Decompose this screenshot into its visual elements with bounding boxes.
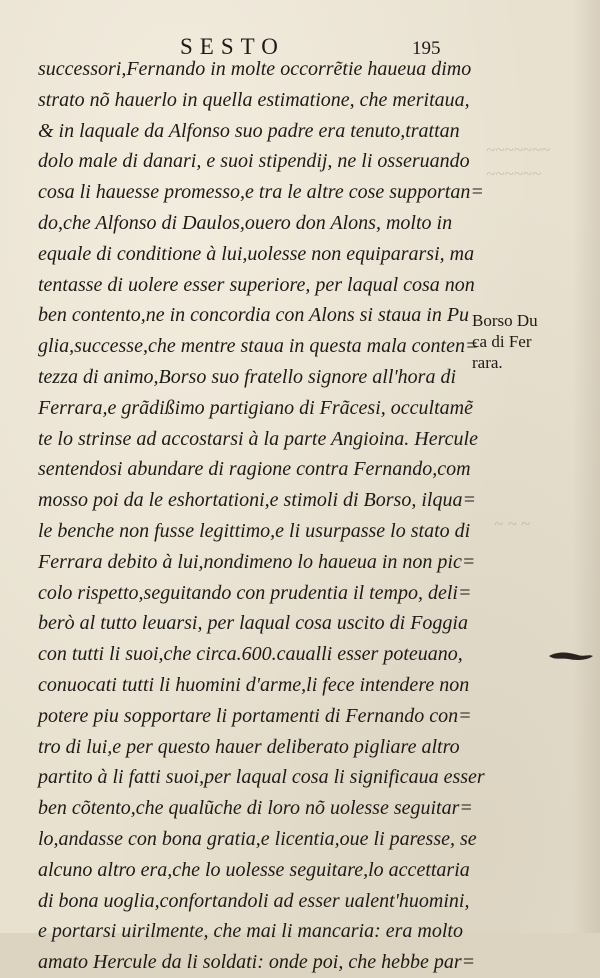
text-line: & in laquale da Alfonso suo padre era tenuto,trattan — [38, 119, 460, 142]
text-line: dolo male di danari, e suoi stipendij, ne li osseruando — [38, 150, 470, 173]
running-head: SESTO — [180, 34, 285, 59]
text-line: strato nõ hauerlo in quella estimatione, che meritaua, — [38, 88, 470, 111]
text-line: colo rispetto,seguitando con prudentia il tempo, deli= — [38, 581, 472, 604]
text-line: le benche non fusse legittimo,e li usurpasse lo stato di — [38, 519, 471, 542]
text-line: Ferrara,e grãdißimo partigiano di Frãcesi, occultamẽ — [38, 396, 473, 419]
text-line: mosso poi da le eshortationi,e stimoli di Borso, ilqua= — [38, 489, 476, 512]
text-line: conuocati tutti li huomini d'arme,li fece intendere non — [38, 673, 470, 696]
text-line: successori,Fernando in molte occorrẽtie haueua dimo — [38, 58, 472, 80]
text-line: lo,andasse con bona gratia,e licentia,oue li paresse, se — [38, 827, 477, 850]
text-line: partito à li fatti suoi,per laqual cosa li significaua esser — [38, 766, 485, 789]
text-line: tentasse di uolere esser superiore, per laqual cosa non — [38, 273, 475, 296]
text-line: ben contento,ne in concordia con Alons si staua in Pu — [38, 304, 470, 327]
text-line: ben cõtento,che qualũche di loro nõ uolesse seguitar= — [38, 797, 473, 820]
text-line: cosa li hauesse promesso,e tra le altre cose supportan= — [38, 181, 484, 204]
text-line: tro di lui,e per questo hauer deliberato pigliare altro — [38, 735, 460, 758]
body-text — [38, 54, 485, 978]
ink-smudge — [548, 648, 594, 664]
text-line: alcuno altro era,che lo uolesse seguitare,lo accettaria — [38, 858, 470, 881]
text-line: tezza di animo,Borso suo fratello signore all'hora di — [38, 365, 456, 388]
bleed-through-text: ~ ~ ~ — [494, 514, 531, 533]
text-line: berò al tutto leuarsi, per laqual cosa uscito di Foggia — [38, 612, 468, 635]
text-line: equale di conditione à lui,uolesse non equipararsi, ma — [38, 242, 475, 265]
margin-note-line: ca di Fer — [472, 332, 532, 351]
page-edge-shadow — [572, 0, 600, 933]
page-number: 195 — [412, 38, 441, 59]
text-line: te lo strinse ad accostarsi à la parte Angioina. Hercule — [38, 427, 478, 450]
text-line: Ferrara debito à lui,nondimeno lo haueua in non pic= — [38, 550, 476, 573]
bleed-through-text: ~~~~~~ — [486, 164, 542, 183]
margin-note-line: Borso Du — [472, 311, 538, 330]
text-line: potere piu sopportare li portamenti di Fernando con= — [38, 704, 472, 727]
text-line: di bona uoglia,confortandoli ad esser ualent'huomini, — [38, 889, 470, 912]
text-line: sentendosi abundare di ragione contra Fernando,com — [38, 458, 471, 481]
text-line: con tutti li suoi,che circa.600.caualli esser poteuano, — [38, 643, 463, 666]
text-line: glia,successe,che mentre staua in questa mala conten= — [38, 335, 479, 358]
margin-note — [472, 310, 592, 373]
text-line: amato Hercule da li soldati: onde poi, che hebbe par= — [38, 951, 476, 974]
text-line: do,che Alfonso di Daulos,ouero don Alons, molto in — [38, 211, 453, 234]
text-line: e portarsi uirilmente, che mai li mancaria: era molto — [38, 920, 463, 943]
margin-note-line: rara. — [472, 353, 503, 372]
bleed-through-text: ~~~~~~~ — [486, 140, 551, 159]
